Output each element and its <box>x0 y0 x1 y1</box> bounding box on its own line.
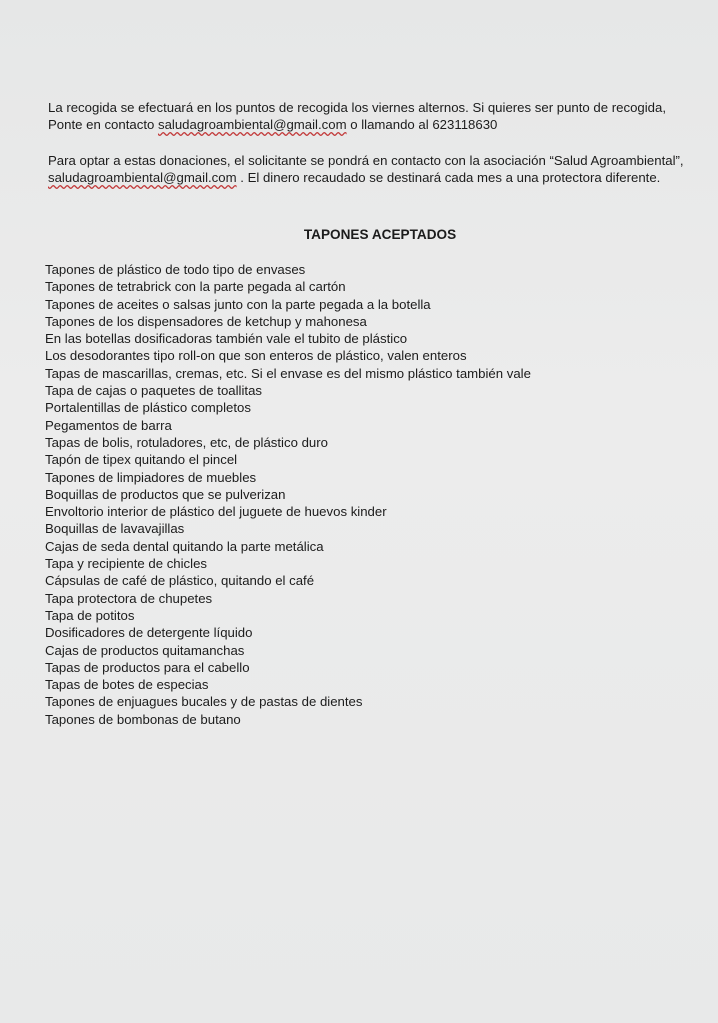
donations-paragraph <box>48 152 688 186</box>
list-item: Tapón de tipex quitando el pincel <box>45 452 238 468</box>
list-item: Tapas de productos para el cabello <box>45 659 250 675</box>
list-item: Cápsulas de café de plástico, quitando el café <box>45 573 315 589</box>
list-item: Tapas de mascarillas, cremas, etc. Si el envase es del mismo plástico también vale <box>45 365 531 381</box>
list-item: Tapones de aceites o salsas junto con la parte pegada a la botella <box>45 296 431 312</box>
donations-text-end: . El dinero recaudado se destinará cada mes a una protectora diferente. <box>236 170 661 185</box>
list-item: Tapa y recipiente de chicles <box>45 556 208 572</box>
list-item: Los desodorantes tipo roll-on que son enteros de plástico, valen enteros <box>45 348 467 364</box>
accepted-caps-list <box>45 261 685 728</box>
contact-prefix: Ponte en contacto <box>48 117 158 132</box>
list-item: Cajas de seda dental quitando la parte metálica <box>45 538 324 554</box>
list-item: Dosificadores de detergente líquido <box>45 625 253 641</box>
list-item: Tapones de bombonas de butano <box>45 711 241 727</box>
list-item: Pegamentos de barra <box>45 417 172 433</box>
list-item: Boquillas de productos que se pulverizan <box>45 486 286 502</box>
list-item: Envoltorio interior de plástico del juguete de huevos kinder <box>45 504 387 520</box>
donations-text-start: Para optar a estas donaciones, el solicitante se pondrá en contacto con la asociación “Salud Agroambiental”, <box>48 153 684 168</box>
accepted-caps-heading: TAPONES ACEPTADOS <box>303 227 457 242</box>
list-item: Tapas de bolis, rotuladores, etc, de plástico duro <box>45 434 328 450</box>
list-item: Tapa de cajas o paquetes de toallitas <box>45 383 263 399</box>
list-item: Tapa protectora de chupetes <box>45 590 213 606</box>
contact-email-link[interactable]: saludagroambiental@gmail.com <box>157 117 347 132</box>
list-item: Boquillas de lavavajillas <box>45 521 185 537</box>
list-item: Cajas de productos quitamanchas <box>45 642 245 658</box>
list-item: Portalentillas de plástico completos <box>45 400 251 416</box>
list-item: Tapones de limpiadores de muebles <box>45 469 257 485</box>
donations-email-link[interactable]: saludagroambiental@gmail.com <box>48 170 237 185</box>
collection-line-1: La recogida se efectuará en los puntos de recogida los viernes alternos. Si quieres ser punto de recogida, <box>48 100 666 115</box>
list-item: Tapa de potitos <box>45 607 135 623</box>
list-item: En las botellas dosificadoras también vale el tubito de plástico <box>45 331 408 347</box>
collection-paragraph <box>48 99 688 133</box>
list-item: Tapones de tetrabrick con la parte pegada al cartón <box>45 279 346 295</box>
list-item: Tapas de botes de especias <box>45 677 209 693</box>
list-item: Tapones de plástico de todo tipo de envases <box>45 262 306 277</box>
list-item: Tapones de enjuagues bucales y de pastas de dientes <box>45 694 363 710</box>
contact-suffix: o llamando al 623118630 <box>346 117 498 132</box>
list-item: Tapones de los dispensadores de ketchup y mahonesa <box>45 313 367 329</box>
